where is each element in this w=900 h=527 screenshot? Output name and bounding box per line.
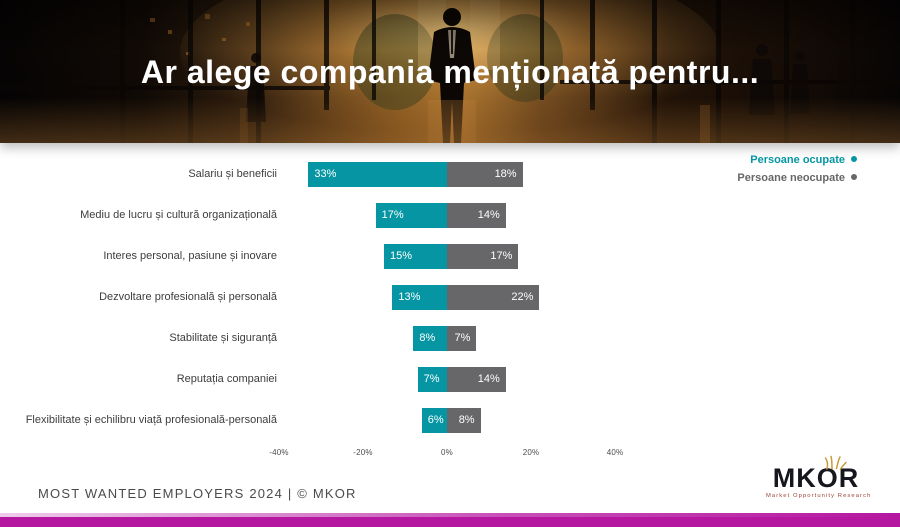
- x-axis-tick: 0%: [441, 448, 453, 457]
- bar-persoane-neocupate: [447, 367, 506, 392]
- x-axis-tick: -40%: [269, 448, 289, 457]
- bar-persoane-ocupate: [392, 285, 447, 310]
- bar-persoane-neocupate: [447, 326, 476, 351]
- bar-persoane-ocupate: [418, 367, 447, 392]
- bar-persoane-neocupate: [447, 162, 523, 187]
- bar-persoane-neocupate: [447, 408, 481, 433]
- bar-value-label: 7%: [423, 373, 440, 385]
- category-label: Reputația companiei: [176, 373, 277, 385]
- mkor-logo-letters: MKOR: [772, 463, 860, 493]
- legend-item: [737, 169, 857, 187]
- legend-item: [737, 151, 857, 169]
- x-axis-tick: 20%: [522, 448, 540, 457]
- legend-label: Persoane neocupate: [737, 172, 845, 184]
- bar-persoane-neocupate: [447, 244, 518, 269]
- bar-value-label: 18%: [494, 168, 517, 180]
- bar-value-label: 6%: [427, 414, 444, 426]
- bar-persoane-ocupate: [422, 408, 447, 433]
- mkor-logo-text: [773, 464, 860, 492]
- mkor-logo-tagline: Market Opportunity Research: [766, 493, 872, 500]
- x-axis-tick: 40%: [606, 448, 624, 457]
- bar-persoane-neocupate: [447, 285, 539, 310]
- crown-icon: [822, 455, 848, 470]
- category-label: Interes personal, pasiune și inovare: [103, 250, 277, 262]
- bar-persoane-neocupate: [447, 203, 506, 228]
- x-axis-tick: -20%: [353, 448, 373, 457]
- bar-value-label: 15%: [390, 250, 413, 262]
- bar-value-label: 33%: [314, 168, 337, 180]
- bar-value-label: 17%: [381, 209, 404, 221]
- bar-persoane-ocupate: [308, 162, 447, 187]
- category-label: Mediu de lucru și cultură organizațională: [80, 209, 277, 221]
- category-label: Stabilitate și siguranță: [169, 332, 277, 344]
- bar-value-label: 14%: [477, 373, 500, 385]
- legend: [737, 151, 857, 187]
- bar-persoane-ocupate: [384, 244, 447, 269]
- bar-value-label: 14%: [477, 209, 500, 221]
- bar-value-label: 7%: [454, 332, 471, 344]
- bar-value-label: 13%: [398, 291, 421, 303]
- bar-value-label: 17%: [490, 250, 513, 262]
- footer-credit: MOST WANTED EMPLOYERS 2024 | © MKOR: [38, 486, 357, 501]
- legend-dot-icon: [851, 156, 857, 162]
- mkor-logo: [766, 463, 872, 500]
- bar-value-label: 8%: [419, 332, 436, 344]
- category-label: Salariu și beneficii: [188, 168, 277, 180]
- legend-label: Persoane ocupate: [750, 154, 845, 166]
- bottom-accent-bar: [0, 513, 900, 527]
- bar-persoane-ocupate: [413, 326, 447, 351]
- bar-persoane-ocupate: [376, 203, 447, 228]
- page-title: Ar alege compania menționată pentru...: [140, 54, 760, 90]
- bar-value-label: 22%: [511, 291, 534, 303]
- category-label: Dezvoltare profesională și personală: [99, 291, 277, 303]
- legend-dot-icon: [851, 174, 857, 180]
- category-label: Flexibilitate și echilibru viață profesională-personală: [25, 414, 277, 426]
- bar-value-label: 8%: [458, 414, 475, 426]
